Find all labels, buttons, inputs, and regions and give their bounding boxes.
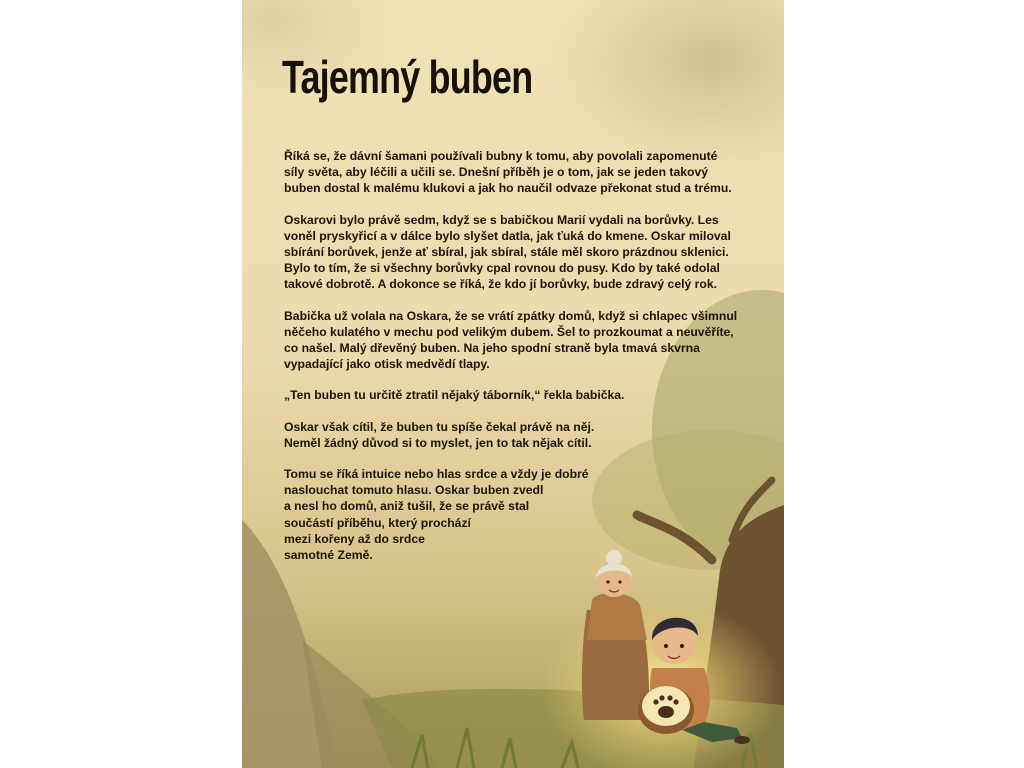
text-line: síly světa, aby léčili a učili se. Dnešní příběh je o tom, jak se jeden takový [284, 165, 709, 180]
text-line: voněl pryskyřicí a v dálce bylo slyšet datla, jak ťuká do kmene. Oskar miloval [284, 228, 731, 243]
text-line: Bylo to tím, že si všechny borůvky cpal rovnou do pusy. Kdo by také odolal [284, 261, 720, 276]
text-line: Babička už volala na Oskara, že se vrátí zpátky domů, když si chlapec všimnul [284, 308, 738, 323]
text-line: a nesl ho domů, aniž tušil, že se právě stal [284, 499, 530, 514]
story-text [284, 148, 754, 578]
paragraph-2 [284, 212, 754, 293]
text-line: vypadající jako otisk medvědí tlapy. [284, 357, 490, 372]
text-line: něčeho kulatého v mechu pod velikým dubem. Šel to prozkoumat a neuvěříte, [284, 324, 734, 339]
drum [638, 686, 694, 734]
paragraph-6 [284, 466, 754, 563]
text-line: co našel. Malý dřevěný buben. Na jeho spodní straně byla tmavá skvrna [284, 341, 700, 356]
text-line: Oskar však cítil, že buben tu spíše čekal právě na něj. [284, 419, 595, 434]
story-title: Tajemný buben [282, 51, 533, 103]
text-line: naslouchat tomuto hlasu. Oskar buben zvedl [284, 483, 544, 498]
book-page [242, 0, 784, 768]
paragraph-4 [284, 387, 754, 403]
text-line: „Ten buben tu určitě ztratil nějaký táborník,“ řekla babička. [284, 388, 625, 403]
paragraph-3 [284, 308, 754, 373]
text-line: mezi kořeny až do srdce [284, 531, 425, 546]
paragraph-5 [284, 419, 754, 451]
text-line: Oskarovi bylo právě sedm, když se s babičkou Marií vydali na borůvky. Les [284, 212, 719, 227]
text-line: Tomu se říká intuice nebo hlas srdce a vždy je dobré [284, 467, 589, 482]
text-line: takové dobrotě. A dokonce se říká, že kdo jí borůvky, bude zdravý celý rok. [284, 277, 718, 292]
text-line: sbírání borůvek, jenže ať sbíral, jak sbíral, stále měl skoro prázdnou sklenici. [284, 245, 729, 260]
text-line: Neměl žádný důvod si to myslet, jen to tak nějak cítil. [284, 435, 592, 450]
paragraph-1 [284, 148, 754, 197]
text-line: samotné Země. [284, 548, 373, 563]
text-line: součástí příběhu, který prochází [284, 515, 471, 530]
text-line: Říká se, že dávní šamani používali bubny k tomu, aby povolali zapomenuté [284, 149, 718, 163]
text-line: buben dostal k malému klukovi a jak ho naučil odvaze překonat stud a trému. [284, 181, 732, 196]
